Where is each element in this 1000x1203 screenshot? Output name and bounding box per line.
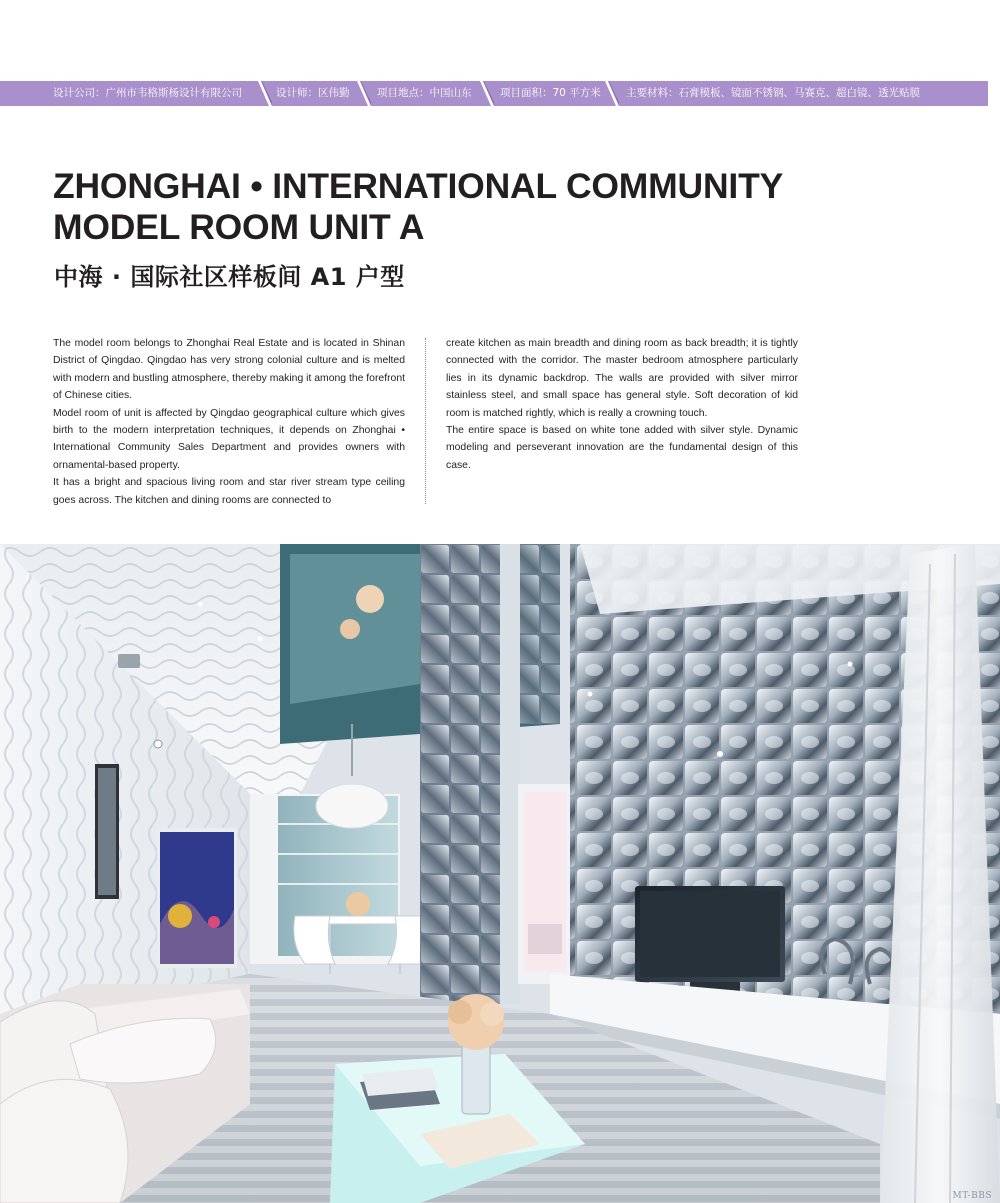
separator-chevron-icon bbox=[480, 81, 494, 106]
separator-chevron-icon bbox=[605, 81, 619, 106]
living-room-illustration bbox=[0, 544, 1000, 1203]
body-paragraph: It has a bright and spacious living room and star river stream type ceiling goes across. The kitchen and dining rooms are connected to bbox=[53, 477, 405, 506]
watermark-text: MT-BBS bbox=[952, 1191, 992, 1201]
column-divider bbox=[425, 338, 426, 504]
english-title-line-1: ZHONGHAI • INTERNATIONAL COMMUNITY bbox=[53, 166, 784, 206]
design-company-text: 设计公司：广州市韦格斯杨设计有限公司 bbox=[53, 87, 242, 99]
separator-chevron-icon bbox=[357, 81, 371, 106]
body-paragraph: The model room belongs to Zhonghai Real Estate and is located in Shinan District of Qingdao. Qingdao has very strong colonial culture and is melted with modern and bustling atmosphere, thereby making it among the forefront of Chinese cities. bbox=[53, 338, 405, 402]
area-text: 项目面积：70 平方米 bbox=[500, 87, 601, 99]
english-title-line-2: MODEL ROOM UNIT A bbox=[53, 207, 425, 247]
project-info-bar bbox=[0, 81, 988, 106]
body-paragraph: create kitchen as main breadth and dining room as back breadth; it is tightly connected with the corridor. The master bedroom atmosphere particularly lies in its dynamic backdrop. The walls are provided with silver mirror stainless steel, and small space has general style. Soft decoration of kid room is matched rightly, which is really a crowning touch. bbox=[446, 338, 798, 419]
materials-text: 主要材料：石膏模板、镜面不锈钢、马赛克、超白镜、透光贴膜 bbox=[626, 87, 920, 99]
body-column-left bbox=[53, 335, 405, 509]
chinese-title: 中海 · 国际社区样板间 A1 户型 bbox=[54, 263, 405, 291]
designer-text: 设计师：区伟勤 bbox=[276, 87, 350, 99]
location-text: 项目地点：中国山东 bbox=[377, 87, 472, 99]
body-paragraph: The entire space is based on white tone added with silver style. Dynamic modeling and perseverant innovation are the fundamental design of this case. bbox=[446, 425, 798, 471]
separator-chevron-icon bbox=[258, 81, 272, 106]
english-title bbox=[53, 166, 783, 248]
body-paragraph: Model room of unit is affected by Qingdao geographical culture which gives birth to the modern interpretation techniques, it depends on Zhonghai • International Community Sales Department and provides owners with ornamental-based property. bbox=[53, 407, 405, 471]
interior-photo bbox=[0, 544, 1000, 1203]
body-column-right bbox=[446, 335, 798, 474]
